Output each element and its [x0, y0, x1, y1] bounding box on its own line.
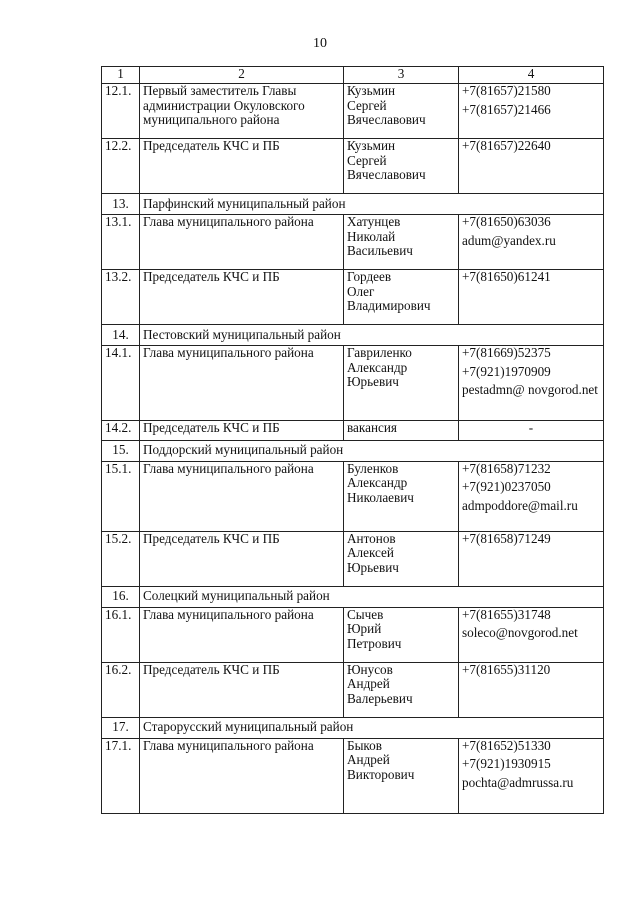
- table-header-row: [102, 67, 604, 84]
- person-name: [344, 346, 459, 421]
- table-row: [102, 270, 604, 325]
- person-name: [344, 531, 459, 586]
- header-cell: 3: [344, 67, 459, 84]
- position-title: Глава муниципального района: [140, 461, 344, 531]
- contact-info: [459, 738, 604, 813]
- phone-number: +7(81657)21580: [462, 83, 551, 98]
- section-number: 13.: [102, 194, 140, 215]
- contact-info: [459, 215, 604, 270]
- contact-info: [459, 139, 604, 194]
- section-title: Поддорский муниципальный район: [140, 440, 604, 461]
- row-number: 17.1.: [102, 738, 140, 813]
- phone-number: +7(921)0237050: [462, 479, 551, 494]
- phone-number: +7(81658)71249: [462, 530, 551, 546]
- section-number: 17.: [102, 717, 140, 738]
- email-address: soleco@novgorod.net: [462, 625, 578, 640]
- header-cell: 1: [102, 67, 140, 84]
- person-name-part: Кузьмин: [347, 138, 396, 153]
- contact-info: [459, 421, 604, 441]
- position-title: Первый заместитель Главы администрации Окуловского муниципального района: [140, 84, 344, 139]
- person-name-part: Валерьевич: [347, 690, 413, 706]
- contacts-table-body: [102, 67, 604, 814]
- section-title: Парфинский муниципальный район: [140, 194, 604, 215]
- section-title: Старорусский муниципальный район: [140, 717, 604, 738]
- section-row: [102, 440, 604, 461]
- contact-info: [459, 607, 604, 662]
- section-row: [102, 586, 604, 607]
- phone-number: +7(81657)21466: [462, 101, 551, 117]
- table-row: [102, 421, 604, 441]
- table-row: [102, 461, 604, 531]
- section-number: 14.: [102, 325, 140, 346]
- person-name-part: Гавриленко: [347, 345, 412, 360]
- section-row: [102, 325, 604, 346]
- person-name-part: Андрей: [347, 752, 390, 767]
- section-number: 15.: [102, 440, 140, 461]
- email-address: adum@yandex.ru: [462, 232, 556, 248]
- person-name: [344, 84, 459, 139]
- contact-info: [459, 346, 604, 421]
- phone-number: +7(81650)61241: [462, 269, 551, 284]
- person-name: [344, 421, 459, 441]
- person-name: [344, 215, 459, 270]
- phone-number: +7(81652)51330: [462, 737, 551, 753]
- person-name-part: Андрей: [347, 676, 390, 691]
- row-number: 13.2.: [102, 270, 140, 325]
- row-number: 15.1.: [102, 461, 140, 531]
- person-name-part: Сергей: [347, 152, 387, 168]
- phone-number: +7(921)1970909: [462, 363, 551, 379]
- person-name-part: Юрьевич: [347, 559, 399, 575]
- person-name-part: Юнусов: [347, 661, 393, 677]
- person-name-part: Быков: [347, 737, 382, 753]
- person-name-part: Алексей: [347, 545, 394, 560]
- person-name: [344, 607, 459, 662]
- contact-info: [459, 270, 604, 325]
- person-name-part: Вячеславович: [347, 167, 426, 182]
- person-name-part: Сычев: [347, 606, 384, 622]
- position-title: Глава муниципального района: [140, 738, 344, 813]
- person-name-part: Николай: [347, 228, 396, 244]
- person-name-part: Владимирович: [347, 298, 431, 313]
- table-row: [102, 215, 604, 270]
- row-number: 16.2.: [102, 662, 140, 717]
- row-number: 14.1.: [102, 346, 140, 421]
- row-number: 12.1.: [102, 84, 140, 139]
- person-name-part: Николаевич: [347, 489, 414, 505]
- person-name-part: Буленков: [347, 460, 399, 476]
- header-cell: 2: [140, 67, 344, 84]
- position-title: Председатель КЧС и ПБ: [140, 270, 344, 325]
- person-name-part: Антонов: [347, 530, 396, 546]
- position-title: Председатель КЧС и ПБ: [140, 139, 344, 194]
- person-name-part: Васильевич: [347, 243, 413, 258]
- phone-number: -: [528, 420, 534, 435]
- table-row: [102, 607, 604, 662]
- section-number: 16.: [102, 586, 140, 607]
- phone-number: +7(921)1930915: [462, 756, 551, 771]
- person-name-part: Юрьевич: [347, 374, 399, 389]
- person-name-part: Вячеславович: [347, 112, 426, 127]
- person-name: [344, 461, 459, 531]
- contact-info: [459, 461, 604, 531]
- person-name-part: Петрович: [347, 635, 402, 651]
- section-row: [102, 194, 604, 215]
- phone-number: +7(81655)31748: [462, 606, 551, 622]
- person-name-part: Сергей: [347, 97, 387, 113]
- section-title: Пестовский муниципальный район: [140, 325, 604, 346]
- position-title: Председатель КЧС и ПБ: [140, 531, 344, 586]
- page-number: 10: [313, 36, 327, 51]
- contacts-table: [101, 66, 604, 814]
- person-name-part: Хатунцев: [347, 214, 401, 229]
- table-row: [102, 139, 604, 194]
- person-name: [344, 662, 459, 717]
- row-number: 12.2.: [102, 139, 140, 194]
- phone-number: +7(81669)52375: [462, 345, 551, 360]
- contact-info: [459, 84, 604, 139]
- phone-number: +7(81658)71232: [462, 460, 551, 476]
- table-row: [102, 738, 604, 813]
- person-name: [344, 270, 459, 325]
- table-row: [102, 84, 604, 139]
- section-row: [102, 717, 604, 738]
- section-title: Солецкий муниципальный район: [140, 586, 604, 607]
- contact-info: [459, 531, 604, 586]
- person-name-part: Юрий: [347, 621, 382, 636]
- row-number: 15.2.: [102, 531, 140, 586]
- person-name-part: Олег: [347, 283, 375, 299]
- table-row: [102, 346, 604, 421]
- row-number: 13.1.: [102, 215, 140, 270]
- position-title: Председатель КЧС и ПБ: [140, 421, 344, 441]
- person-name-part: Кузьмин: [347, 83, 396, 98]
- person-name: [344, 738, 459, 813]
- person-name-part: Александр: [347, 475, 408, 490]
- header-cell: 4: [459, 67, 604, 84]
- table-row: [102, 531, 604, 586]
- table-row: [102, 662, 604, 717]
- position-title: Глава муниципального района: [140, 346, 344, 421]
- email-address: pochta@admrussa.ru: [462, 774, 574, 790]
- position-title: Глава муниципального района: [140, 607, 344, 662]
- row-number: 14.2.: [102, 421, 140, 441]
- person-name-part: вакансия: [347, 420, 398, 435]
- phone-number: +7(81657)22640: [462, 138, 551, 153]
- person-name-part: Викторович: [347, 766, 415, 782]
- email-address: admpoddore@mail.ru: [462, 497, 578, 513]
- contact-info: [459, 662, 604, 717]
- email-address: pestadmn@ novgorod.net: [462, 382, 598, 397]
- phone-number: +7(81655)31120: [462, 661, 551, 677]
- row-number: 16.1.: [102, 607, 140, 662]
- person-name-part: Гордеев: [347, 269, 392, 284]
- position-title: Глава муниципального района: [140, 215, 344, 270]
- phone-number: +7(81650)63036: [462, 214, 551, 229]
- person-name-part: Александр: [347, 359, 408, 375]
- position-title: Председатель КЧС и ПБ: [140, 662, 344, 717]
- person-name: [344, 139, 459, 194]
